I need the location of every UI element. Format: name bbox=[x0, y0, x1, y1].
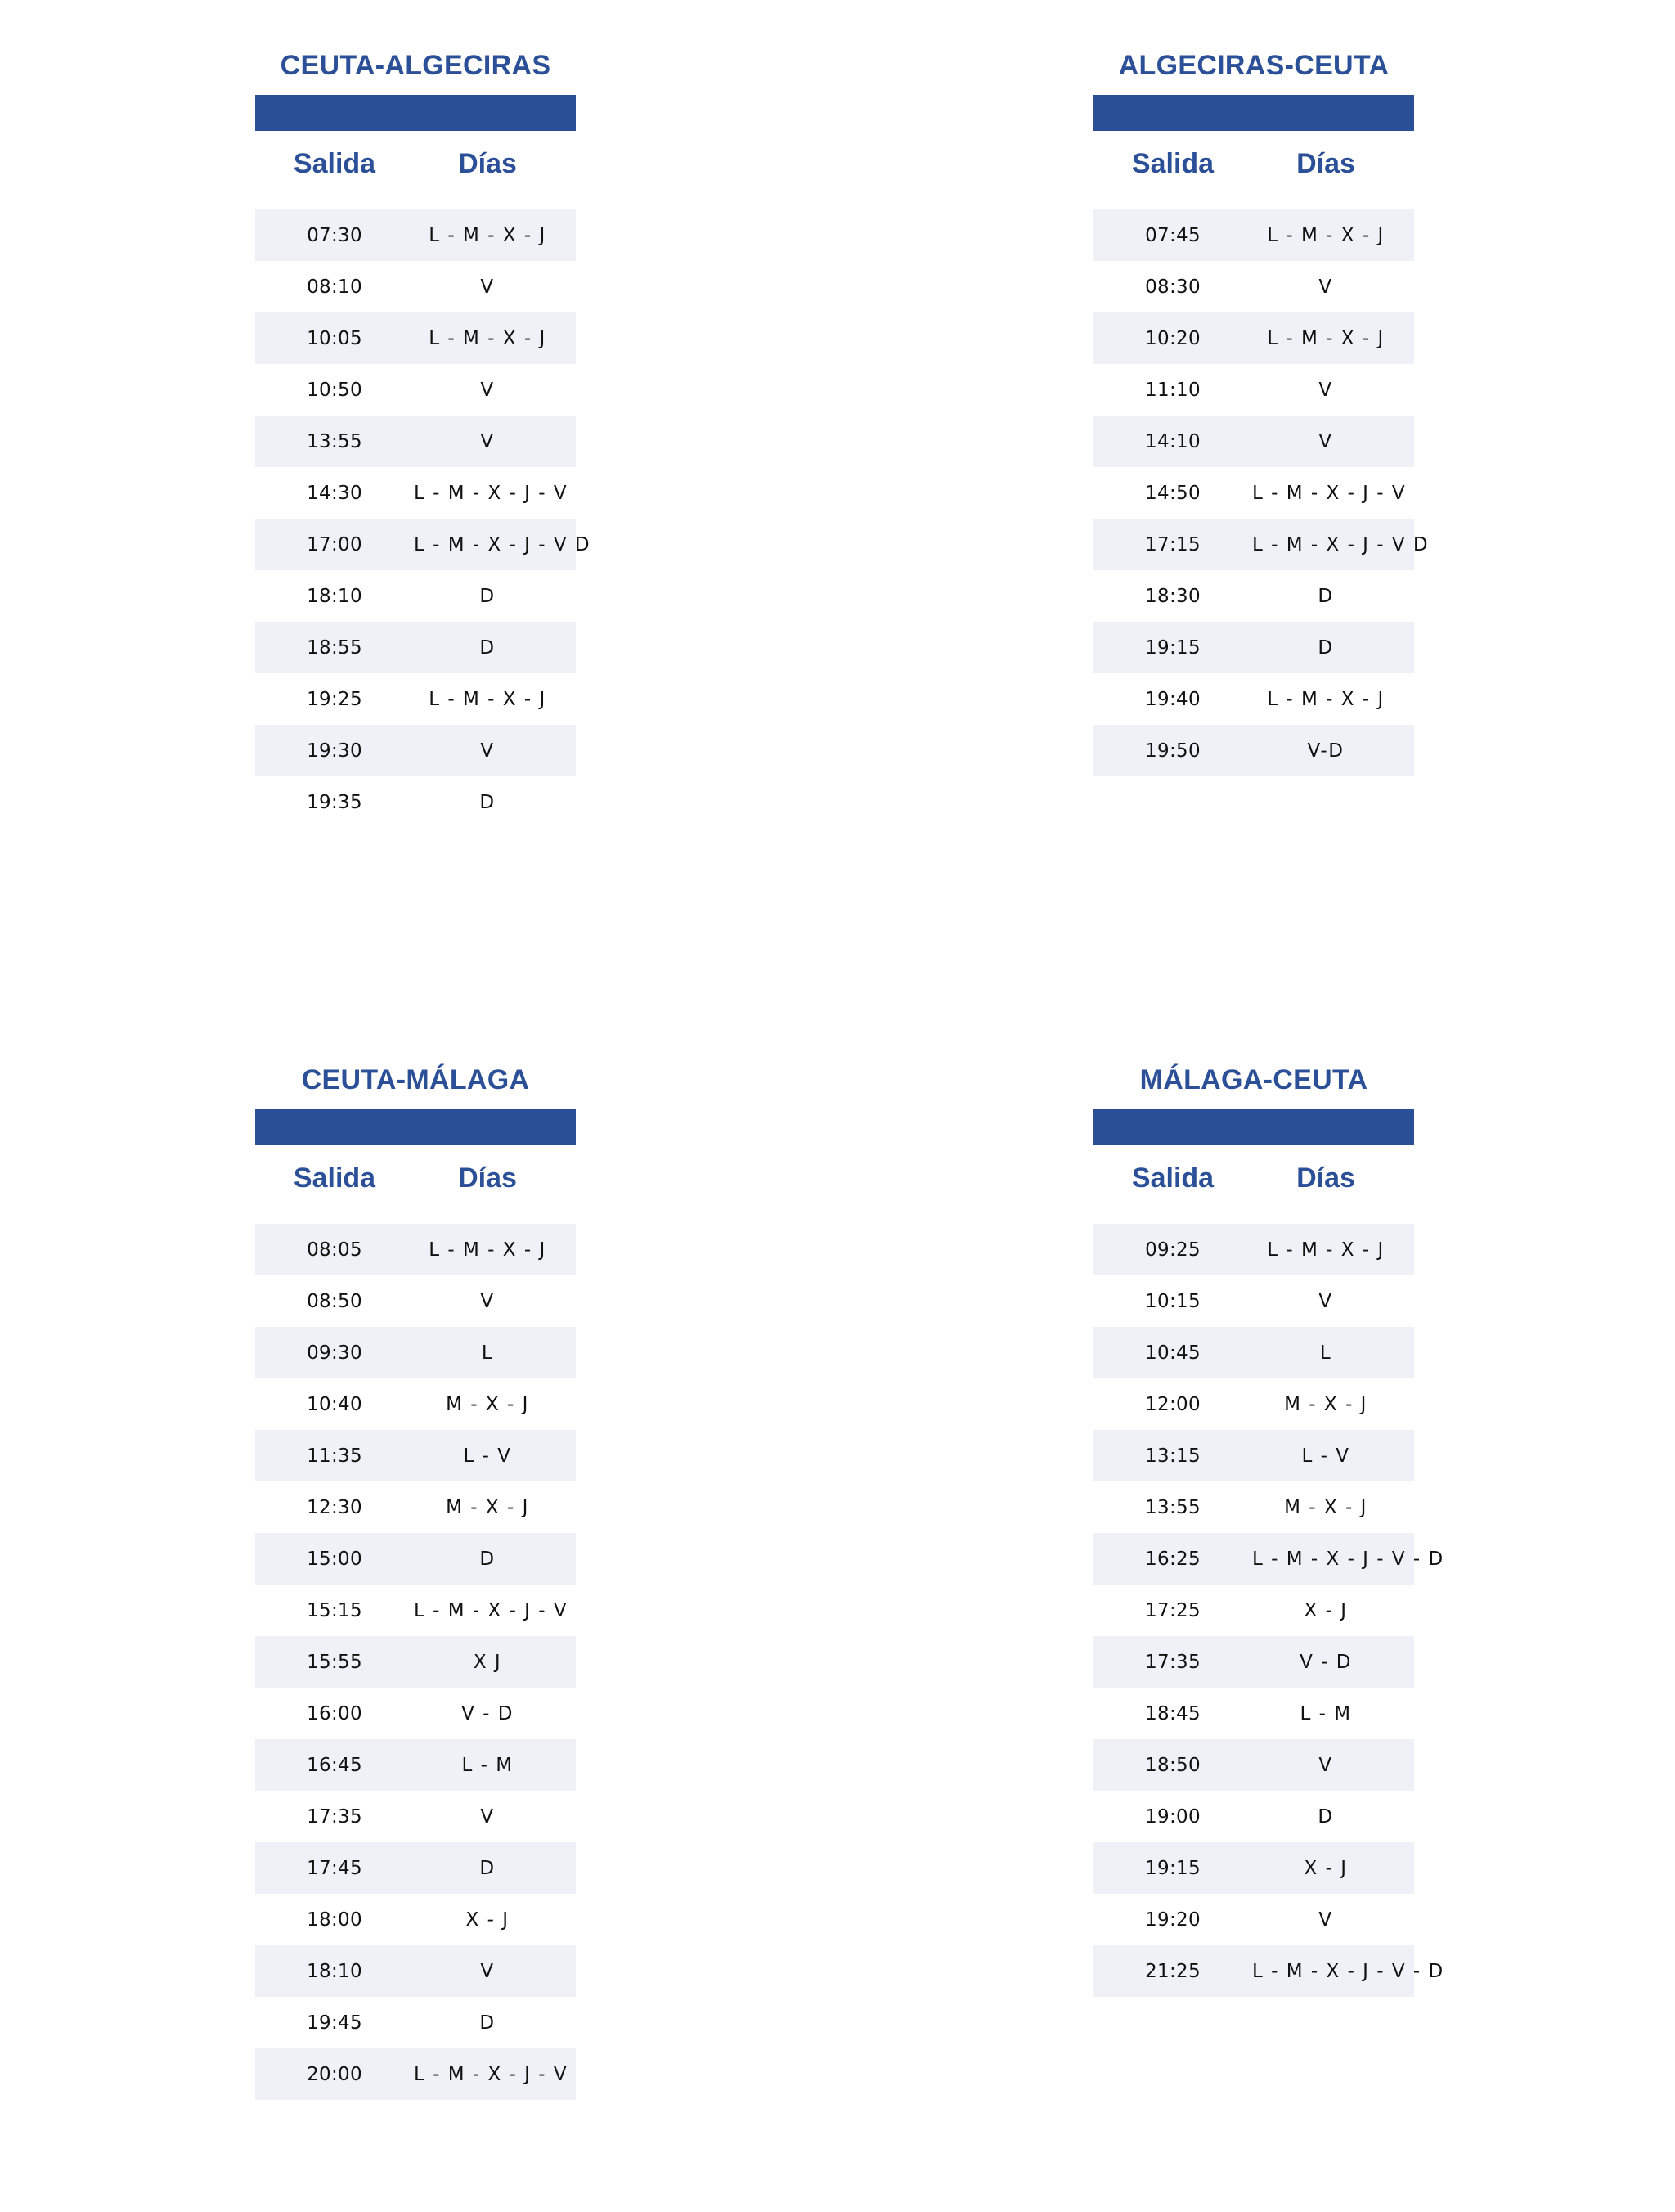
departure-time: 18:30 bbox=[1145, 585, 1201, 607]
table-row bbox=[255, 1224, 576, 1275]
table-row bbox=[1093, 1275, 1414, 1327]
column-header-dias: Días bbox=[1296, 147, 1355, 179]
days-of-week: V - D bbox=[461, 1702, 514, 1724]
days-of-week: V bbox=[1318, 1909, 1333, 1931]
schedule-rows bbox=[1093, 1224, 1444, 1997]
table-row bbox=[1093, 622, 1414, 673]
days-of-week: V bbox=[1318, 276, 1333, 298]
table-row bbox=[255, 1791, 576, 1842]
days-of-week: L bbox=[481, 1342, 494, 1364]
table-row bbox=[1093, 416, 1414, 467]
schedule-rows bbox=[255, 209, 591, 828]
departure-time: 19:50 bbox=[1145, 740, 1201, 762]
table-row bbox=[255, 2048, 576, 2100]
departure-time: 11:35 bbox=[307, 1445, 362, 1467]
departure-time: 09:25 bbox=[1145, 1239, 1201, 1261]
departure-time: 08:30 bbox=[1145, 276, 1201, 298]
table-row bbox=[1093, 673, 1414, 725]
days-of-week: V bbox=[480, 430, 495, 452]
days-of-week: D bbox=[1318, 636, 1334, 659]
departure-time: 15:55 bbox=[307, 1651, 362, 1673]
days-of-week: V bbox=[480, 379, 495, 401]
departure-time: 18:00 bbox=[307, 1909, 362, 1931]
departure-time: 16:00 bbox=[307, 1702, 362, 1724]
days-of-week: L - M - X - J bbox=[429, 688, 546, 710]
departure-time: 17:45 bbox=[307, 1857, 362, 1879]
departure-time: 19:35 bbox=[307, 791, 362, 813]
table-row bbox=[255, 1327, 576, 1378]
column-header-salida: Salida bbox=[293, 147, 376, 179]
table-row bbox=[255, 209, 576, 261]
column-header-row bbox=[1093, 131, 1414, 196]
days-of-week: D bbox=[479, 791, 496, 813]
departure-time: 13:55 bbox=[1145, 1496, 1201, 1518]
departure-time: 21:25 bbox=[1145, 1960, 1201, 1982]
title-bar bbox=[1093, 1109, 1414, 1145]
column-header-row bbox=[255, 1145, 576, 1211]
title-bar bbox=[1093, 95, 1414, 131]
table-row bbox=[1093, 312, 1414, 364]
days-of-week: D bbox=[479, 1548, 496, 1570]
departure-time: 17:35 bbox=[1145, 1651, 1201, 1673]
departure-time: 15:15 bbox=[307, 1599, 362, 1621]
table-row bbox=[1093, 1636, 1414, 1688]
departure-time: 19:30 bbox=[307, 740, 362, 762]
table-row bbox=[255, 1430, 576, 1481]
table-row bbox=[1093, 570, 1414, 622]
departure-time: 19:15 bbox=[1145, 1857, 1201, 1879]
departure-time: 17:35 bbox=[307, 1805, 362, 1828]
departure-time: 13:15 bbox=[1145, 1445, 1201, 1467]
days-of-week: L - M - X - J - V bbox=[1252, 482, 1407, 504]
schedule-ceuta-algeciras bbox=[255, 44, 591, 828]
table-row bbox=[1093, 1327, 1414, 1378]
departure-time: 13:55 bbox=[307, 430, 362, 452]
days-of-week: L - M bbox=[1300, 1702, 1352, 1724]
days-of-week: L - M - X - J bbox=[429, 327, 546, 349]
departure-time: 10:15 bbox=[1145, 1290, 1201, 1312]
departure-time: 07:30 bbox=[307, 224, 362, 246]
table-row bbox=[255, 364, 576, 416]
table-row bbox=[1093, 1585, 1414, 1636]
days-of-week: V bbox=[1318, 1290, 1333, 1312]
departure-time: 18:10 bbox=[307, 1960, 362, 1982]
departure-time: 18:50 bbox=[1145, 1754, 1201, 1776]
table-row bbox=[255, 776, 576, 828]
departure-time: 11:10 bbox=[1145, 379, 1201, 401]
table-row bbox=[1093, 1688, 1414, 1739]
departure-time: 12:00 bbox=[1145, 1393, 1201, 1415]
departure-time: 17:25 bbox=[1145, 1599, 1201, 1621]
table-row bbox=[1093, 1481, 1414, 1533]
table-row bbox=[255, 1585, 576, 1636]
days-of-week: L - M - X - J - V bbox=[414, 482, 568, 504]
departure-time: 19:45 bbox=[307, 2012, 362, 2034]
table-row bbox=[255, 1894, 576, 1945]
departure-time: 12:30 bbox=[307, 1496, 362, 1518]
departure-time: 15:00 bbox=[307, 1548, 362, 1570]
departure-time: 08:10 bbox=[307, 276, 362, 298]
departure-time: 16:25 bbox=[1145, 1548, 1201, 1570]
departure-time: 10:20 bbox=[1145, 327, 1201, 349]
column-header-dias: Días bbox=[1296, 1162, 1355, 1194]
days-of-week: M - X - J bbox=[446, 1393, 529, 1415]
departure-time: 08:05 bbox=[307, 1239, 362, 1261]
departure-time: 14:30 bbox=[307, 482, 362, 504]
column-header-row bbox=[1093, 1145, 1414, 1211]
days-of-week: V bbox=[480, 1290, 495, 1312]
table-row bbox=[255, 519, 591, 570]
schedule-malaga-ceuta bbox=[1093, 1059, 1444, 1997]
days-of-week: V bbox=[480, 276, 495, 298]
table-row bbox=[1093, 209, 1414, 261]
departure-time: 19:00 bbox=[1145, 1805, 1201, 1828]
column-header-salida: Salida bbox=[1131, 1162, 1215, 1194]
days-of-week: L - M - X - J - V D bbox=[414, 533, 591, 555]
column-header-salida: Salida bbox=[293, 1162, 376, 1194]
days-of-week: V bbox=[1318, 379, 1333, 401]
days-of-week: M - X - J bbox=[1284, 1496, 1367, 1518]
days-of-week: V bbox=[1318, 430, 1333, 452]
table-row bbox=[1093, 1224, 1414, 1275]
table-row bbox=[255, 1997, 576, 2048]
table-row bbox=[255, 673, 576, 725]
days-of-week: X J bbox=[473, 1651, 502, 1673]
days-of-week: V - D bbox=[1300, 1651, 1352, 1673]
departure-time: 10:05 bbox=[307, 327, 362, 349]
schedule-ceuta-malaga bbox=[255, 1059, 576, 2100]
table-row bbox=[255, 312, 576, 364]
table-row bbox=[1093, 261, 1414, 312]
table-row bbox=[255, 1739, 576, 1791]
days-of-week: L - V bbox=[463, 1445, 512, 1467]
table-row bbox=[1093, 1533, 1444, 1585]
table-row bbox=[1093, 1430, 1414, 1481]
table-row bbox=[1093, 1945, 1444, 1997]
table-row bbox=[1093, 1739, 1414, 1791]
table-row bbox=[1093, 519, 1430, 570]
days-of-week: L - M - X - J - V bbox=[414, 1599, 568, 1621]
table-row bbox=[1093, 1894, 1414, 1945]
table-row bbox=[255, 725, 576, 776]
days-of-week: D bbox=[479, 1857, 496, 1879]
schedule-algeciras-ceuta bbox=[1093, 44, 1430, 776]
column-header-salida: Salida bbox=[1131, 147, 1215, 179]
table-row bbox=[1093, 725, 1414, 776]
departure-time: 18:10 bbox=[307, 585, 362, 607]
title-bar bbox=[255, 95, 576, 131]
departure-time: 18:55 bbox=[307, 636, 362, 659]
departure-time: 17:00 bbox=[307, 533, 362, 555]
departure-time: 20:00 bbox=[307, 2063, 362, 2085]
title-bar bbox=[255, 1109, 576, 1145]
departure-time: 17:15 bbox=[1145, 533, 1201, 555]
days-of-week: D bbox=[479, 636, 496, 659]
departure-time: 10:40 bbox=[307, 1393, 362, 1415]
days-of-week: L - M - X - J bbox=[1267, 688, 1385, 710]
days-of-week: D bbox=[1318, 1805, 1334, 1828]
table-row bbox=[1093, 1842, 1414, 1894]
table-row bbox=[255, 622, 576, 673]
days-of-week: D bbox=[479, 2012, 496, 2034]
departure-time: 19:40 bbox=[1145, 688, 1201, 710]
departure-time: 18:45 bbox=[1145, 1702, 1201, 1724]
table-row bbox=[255, 1533, 576, 1585]
table-row bbox=[255, 1481, 576, 1533]
days-of-week: V bbox=[480, 740, 495, 762]
departure-time: 14:50 bbox=[1145, 482, 1201, 504]
days-of-week: X - J bbox=[1304, 1599, 1348, 1621]
schedule-rows bbox=[255, 1224, 576, 2100]
days-of-week: V bbox=[1318, 1754, 1333, 1776]
departure-time: 09:30 bbox=[307, 1342, 362, 1364]
table-row bbox=[255, 1378, 576, 1430]
table-row bbox=[255, 1842, 576, 1894]
days-of-week: L - M - X - J - V - D bbox=[1252, 1548, 1444, 1570]
days-of-week: L - V bbox=[1301, 1445, 1350, 1467]
days-of-week: L bbox=[1319, 1342, 1332, 1364]
days-of-week: V-D bbox=[1307, 740, 1345, 762]
days-of-week: M - X - J bbox=[1284, 1393, 1367, 1415]
table-row bbox=[1093, 364, 1414, 416]
table-row bbox=[255, 467, 576, 519]
departure-time: 08:50 bbox=[307, 1290, 362, 1312]
table-row bbox=[255, 570, 576, 622]
days-of-week: X - J bbox=[465, 1909, 510, 1931]
departure-time: 07:45 bbox=[1145, 224, 1201, 246]
days-of-week: L - M - X - J bbox=[429, 1239, 546, 1261]
departure-time: 19:15 bbox=[1145, 636, 1201, 659]
days-of-week: D bbox=[1318, 585, 1334, 607]
table-row bbox=[255, 261, 576, 312]
days-of-week: L - M - X - J - V bbox=[414, 2063, 568, 2085]
days-of-week: L - M - X - J bbox=[1267, 224, 1385, 246]
schedule-rows bbox=[1093, 209, 1430, 776]
column-header-dias: Días bbox=[458, 1162, 517, 1194]
table-row bbox=[1093, 1791, 1414, 1842]
table-row bbox=[1093, 1378, 1414, 1430]
days-of-week: V bbox=[480, 1805, 495, 1828]
days-of-week: L - M - X - J bbox=[1267, 1239, 1385, 1261]
table-row bbox=[1093, 467, 1414, 519]
days-of-week: L - M bbox=[461, 1754, 514, 1776]
column-header-row bbox=[255, 131, 576, 196]
days-of-week: M - X - J bbox=[446, 1496, 529, 1518]
column-header-dias: Días bbox=[458, 147, 517, 179]
table-row bbox=[255, 416, 576, 467]
departure-time: 19:20 bbox=[1145, 1909, 1201, 1931]
table-row bbox=[255, 1275, 576, 1327]
table-title: MÁLAGA-CEUTA bbox=[1139, 1064, 1368, 1095]
table-row bbox=[255, 1945, 576, 1997]
table-row bbox=[255, 1688, 576, 1739]
days-of-week: D bbox=[479, 585, 496, 607]
departure-time: 19:25 bbox=[307, 688, 362, 710]
departure-time: 10:45 bbox=[1145, 1342, 1201, 1364]
days-of-week: L - M - X - J bbox=[429, 224, 546, 246]
departure-time: 14:10 bbox=[1145, 430, 1201, 452]
table-title: CEUTA-ALGECIRAS bbox=[280, 50, 551, 81]
days-of-week: L - M - X - J bbox=[1267, 327, 1385, 349]
table-title: CEUTA-MÁLAGA bbox=[301, 1064, 530, 1095]
table-row bbox=[255, 1636, 576, 1688]
days-of-week: L - M - X - J - V - D bbox=[1252, 1960, 1444, 1982]
departure-time: 10:50 bbox=[307, 379, 362, 401]
days-of-week: X - J bbox=[1304, 1857, 1348, 1879]
days-of-week: L - M - X - J - V D bbox=[1252, 533, 1430, 555]
departure-time: 16:45 bbox=[307, 1754, 362, 1776]
days-of-week: V bbox=[480, 1960, 495, 1982]
table-title: ALGECIRAS-CEUTA bbox=[1118, 50, 1390, 81]
